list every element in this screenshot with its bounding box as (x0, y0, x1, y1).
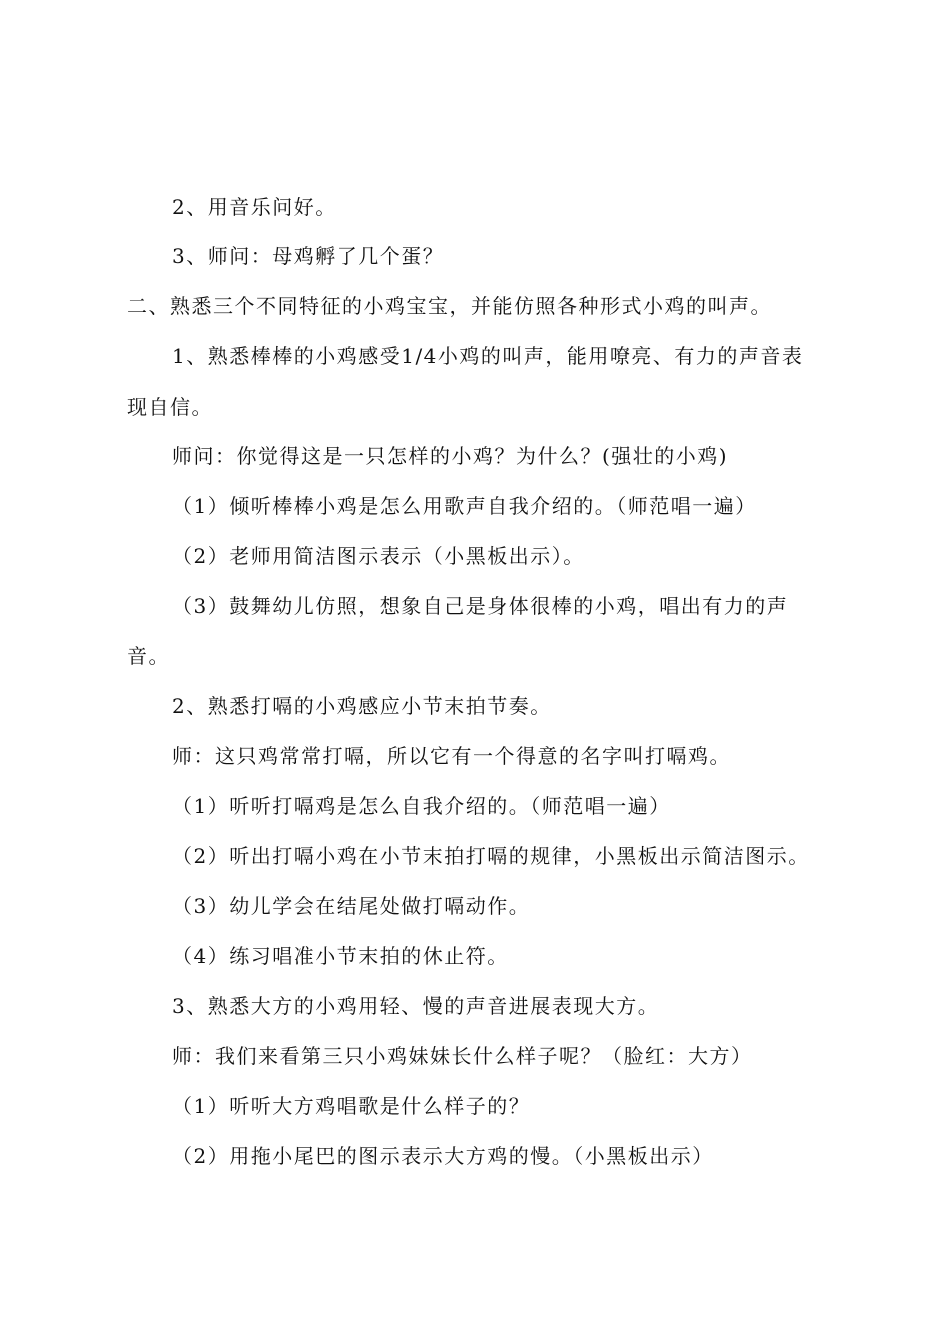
text-line-12: 师：这只鸡常常打嗝，所以它有一个得意的名字叫打嗝鸡。 (172, 744, 731, 768)
text-line-14: （2）听出打嗝小鸡在小节末拍打嗝的规律，小黑板出示简洁图示。 (172, 844, 810, 868)
text-line-20: （2）用拖小尾巴的图示表示大方鸡的慢。（小黑板出示） (172, 1144, 714, 1168)
text-line-2: 3、师问：母鸡孵了几个蛋？ (172, 244, 445, 268)
text-line-13: （1）听听打嗝鸡是怎么自我介绍的。（师范唱一遍） (172, 794, 671, 818)
text-line-18: 师：我们来看第三只小鸡妹妹长什么样子呢？（脸红：大方） (172, 1044, 753, 1068)
text-line-16: （4）练习唱准小节末拍的休止符。 (172, 944, 509, 968)
text-line-19: （1）听听大方鸡唱歌是什么样子的？ (172, 1094, 531, 1118)
text-line-15: （3）幼儿学会在结尾处做打嗝动作。 (172, 894, 531, 918)
text-line-8: （2）老师用简洁图示表示（小黑板出示）。 (172, 544, 585, 568)
text-line-5: 现自信。 (127, 395, 213, 419)
text-line-4: 1、熟悉棒棒的小鸡感受1/4小鸡的叫声，能用嘹亮、有力的声音表 (172, 344, 804, 368)
text-line-6: 师问：你觉得这是一只怎样的小鸡？为什么？(强壮的小鸡) (172, 444, 729, 468)
text-line-1: 2、用音乐问好。 (172, 195, 337, 219)
section-heading-2: 二、熟悉三个不同特征的小鸡宝宝，并能仿照各种形式小鸡的叫声。 (127, 294, 772, 318)
text-line-9: （3）鼓舞幼儿仿照，想象自己是身体很棒的小鸡，唱出有力的声 (172, 594, 789, 618)
text-line-17: 3、熟悉大方的小鸡用轻、慢的声音进展表现大方。 (172, 994, 660, 1018)
text-line-11: 2、熟悉打嗝的小鸡感应小节末拍节奏。 (172, 694, 552, 718)
text-line-7: （1）倾听棒棒小鸡是怎么用歌声自我介绍的。（师范唱一遍） (172, 494, 757, 518)
text-line-10: 音。 (127, 644, 170, 668)
